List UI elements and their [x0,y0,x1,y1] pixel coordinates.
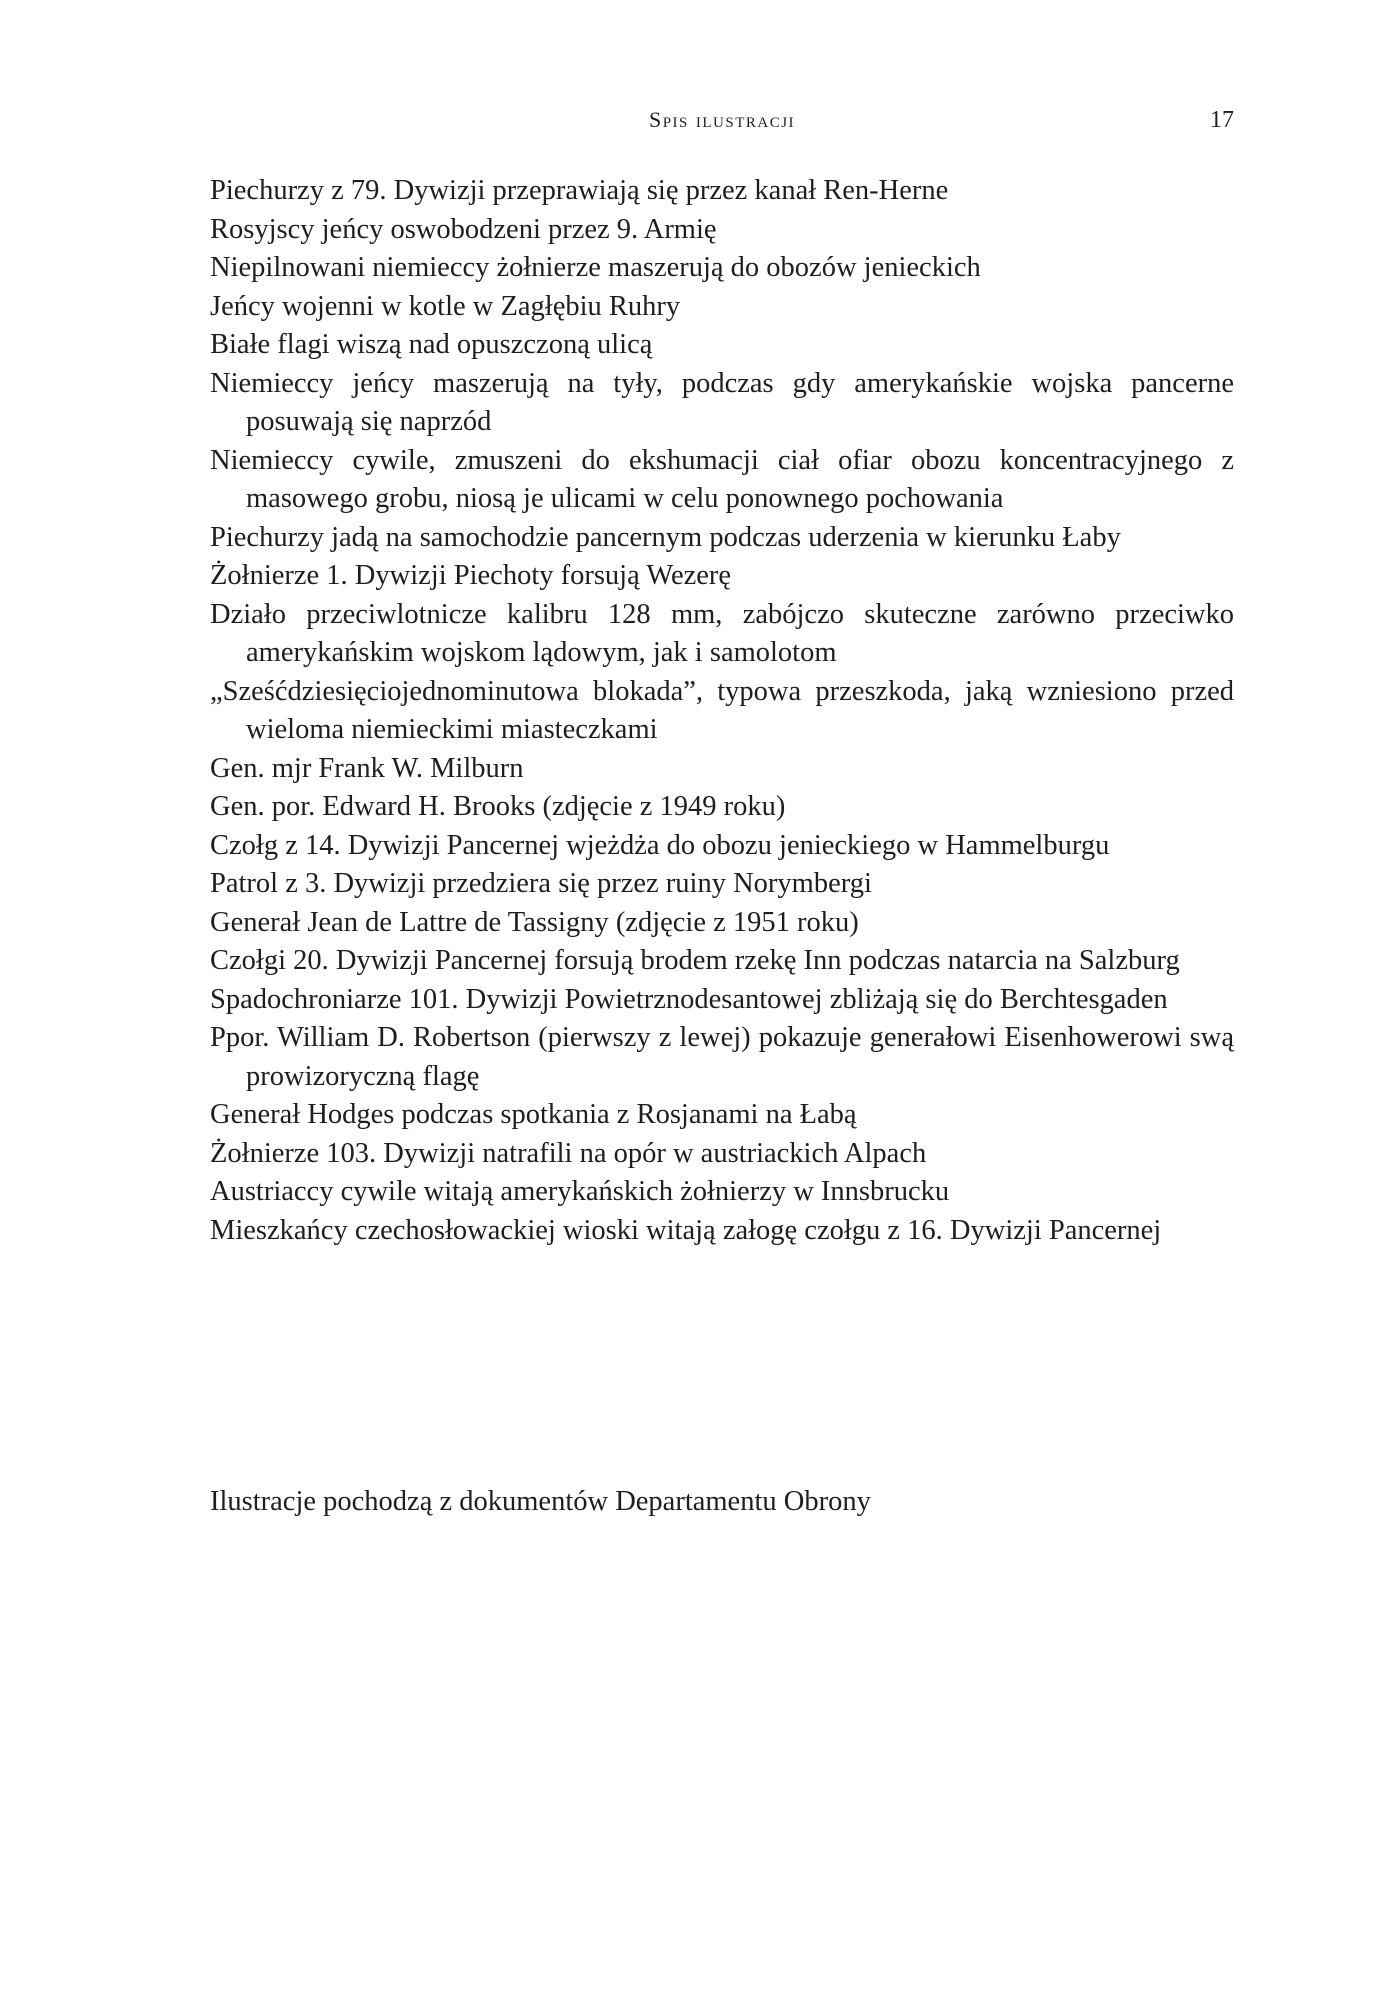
illustration-entry: Mieszkańcy czechosłowackiej wioski witają załogę czołgu z 16. Dywizji Pancernej [210,1214,1162,1246]
illustration-entry: Czołg z 14. Dywizji Pancernej wjeżdża do obozu jenieckiego w Hammelburgu [210,829,1110,861]
illustration-entry: Austriaccy cywile witają amerykańskich żołnierzy w Innsbrucku [210,1176,950,1207]
illustration-entry: „Sześćdziesięciojednominutowa blokada”, typowa przeszkoda, jaką wzniesiono przed wieloma niemieckimi miasteczkami [210,675,1234,745]
illustration-entry: Działo przeciwlotnicze kalibru 128 mm, zabójczo skuteczne zarówno przeciwko amerykańskim wojskom lądowym, jak i samolotom [210,598,1234,668]
illustration-entry: Żołnierze 1. Dywizji Piechoty forsują Wezerę [210,560,732,591]
illustration-entry: Ppor. William D. Robertson (pierwszy z lewej) pokazuje generałowi Eisenhowerowi swą prowizoryczną flagę [210,1022,1234,1092]
illustration-list [210,172,1234,1250]
illustration-entry: Spadochroniarze 101. Dywizji Powietrznodesantowej zbliżają się do Berchtesgaden [210,983,1168,1015]
running-head [210,100,1234,140]
illustration-entry: Białe flagi wiszą nad opuszczoną ulicą [210,329,653,360]
illustration-entry: Żołnierze 103. Dywizji natrafili na opór w austriackich Alpach [210,1137,927,1169]
illustration-entry: Patrol z 3. Dywizji przedziera się przez ruiny Norymbergi [210,868,872,899]
running-title: Spis ilustracji [648,107,796,132]
source-note: Ilustracje pochodzą z dokumentów Departamentu Obrony [210,1486,871,1517]
page-number: 17 [1210,107,1234,133]
illustration-entry: Gen. por. Edward H. Brooks (zdjęcie z 1949 roku) [210,791,786,822]
illustration-entry: Generał Hodges podczas spotkania z Rosjanami na Łabą [210,1099,857,1130]
illustration-entry: Niemieccy cywile, zmuszeni do ekshumacji ciał ofiar obozu koncentracyjnego z masowego grobu, niosą je ulicami w celu ponownego pochowania [210,444,1234,514]
illustration-entry: Generał Jean de Lattre de Tassigny (zdjęcie z 1951 roku) [210,906,859,938]
illustration-entry: Jeńcy wojenni w kotle w Zagłębiu Ruhry [210,290,681,322]
illustration-entry: Niepilnowani niemieccy żołnierze maszerują do obozów jenieckich [210,252,981,283]
illustration-entry: Piechurzy jadą na samochodzie pancernym podczas uderzenia w kierunku Łaby [210,521,1121,553]
illustration-entry: Rosyjscy jeńcy oswobodzeni przez 9. Armię [210,213,717,245]
illustration-entry: Czołgi 20. Dywizji Pancernej forsują brodem rzekę Inn podczas natarcia na Salzburg [210,945,1180,976]
illustration-entry: Niemieccy jeńcy maszerują na tyły, podczas gdy amerykańskie wojska pancerne posuwają się naprzód [210,367,1234,437]
illustration-entry: Piechurzy z 79. Dywizji przeprawiają się przez kanał Ren-Herne [210,175,949,206]
illustration-entry: Gen. mjr Frank W. Milburn [210,752,524,784]
